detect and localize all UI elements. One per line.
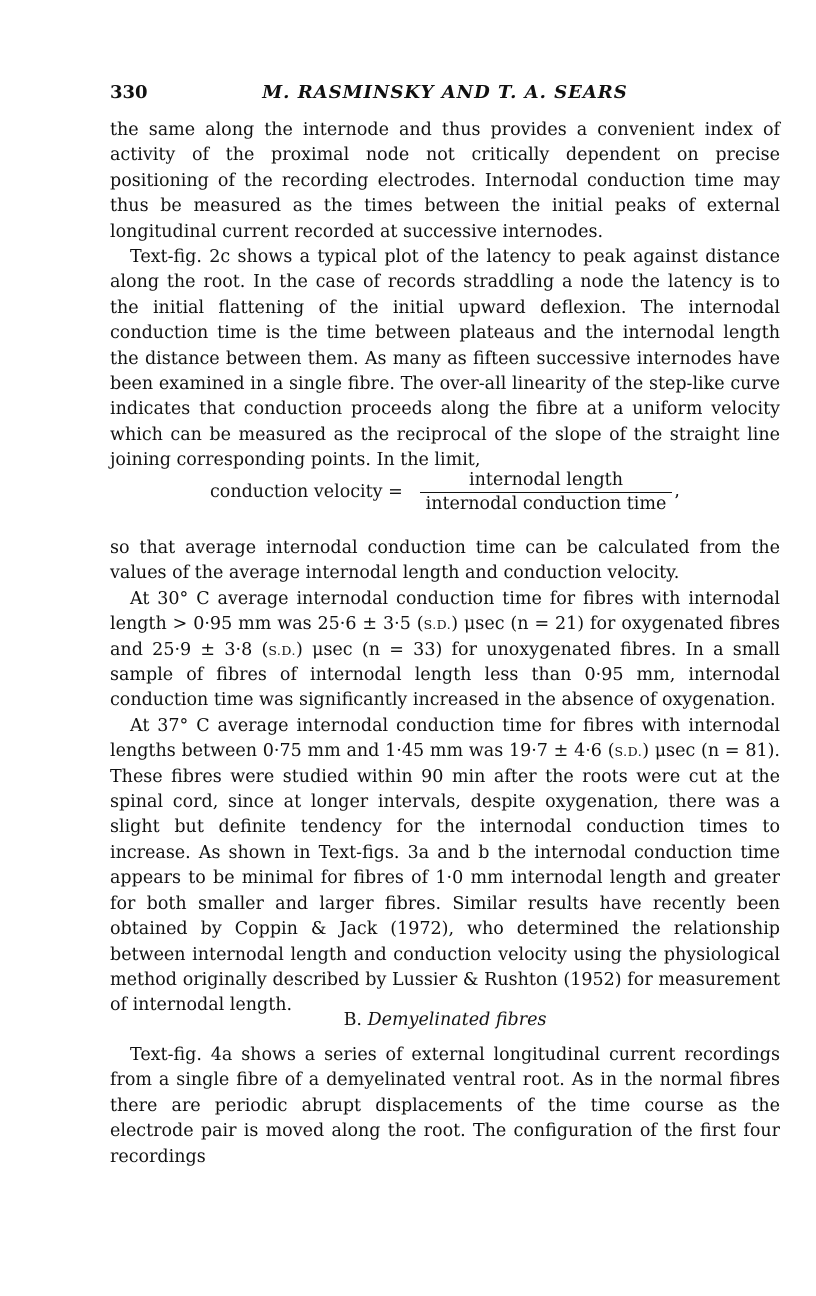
paragraph-37c <box>110 714 780 1019</box>
text-run: ) μsec (n = 33) for unoxygenated fibres. In a small sample of fibres of internodal length less than 0·95 mm, internodal conduction time was significantly increased in the absence of oxygenation. <box>110 639 780 711</box>
equation-denominator: internodal conduction time <box>425 494 667 514</box>
running-head: M. RASMINSKY AND T. A. SEARS <box>262 82 628 103</box>
text-run: ) μsec (n = 21) for oxygenated fibres and 25·9 ± 3·8 ( <box>110 614 780 660</box>
sd-abbrev: S.D. <box>423 617 452 633</box>
equation-lhs: conduction velocity = <box>210 482 403 502</box>
equation-numerator: internodal length <box>469 470 623 490</box>
section-title: Demyelinated fibres <box>367 1010 547 1030</box>
sd-abbrev: S.D. <box>268 642 296 658</box>
text-block-3 <box>110 1043 780 1170</box>
paragraph-average-time: so that average internodal conduction time can be calculated from the values of the average internodal length and conduction velocity. <box>110 538 780 584</box>
paragraph-continuation: the same along the internode and thus provides a convenient index of activity of the proximal node not critically dependent on precise positioning of the recording electrodes. Internodal conduction time may thus be measured as the times between the initial peaks of external longitudinal current recorded at successive internodes. <box>110 120 780 242</box>
text-run: At 37° C average internodal conduction time for fibres with internodal lengths between 0·75 mm and 1·45 mm was 19·7 ± 4·6 ( <box>110 715 780 762</box>
text-run: At 30° C average internodal conduction time for fibres with internodal length > 0·95 mm was 25·6 ± 3·5 ( <box>110 588 780 635</box>
equation-comma: ’ <box>674 492 680 512</box>
paragraph-30c <box>110 587 780 714</box>
paragraph-latency-plot: Text-fig. 2c shows a typical plot of the latency to peak against distance along the root. In the case of records straddling a node the latency is to the initial flattening of the initial upward deflexion. The internodal conduction time is the time between plateaus and the internodal length the distance between them. As many as fifteen successive internodes have been examined in a single fibre. The over-all linearity of the step-like curve indicates that conduction proceeds along the fibre at a uniform velocity which can be measured as the reciprocal of the slope of the straight line joining corresponding points. In the limit, <box>110 247 780 471</box>
text-block-2 <box>110 536 780 1019</box>
paragraph-demyelinated: Text-fig. 4a shows a series of external longitudinal current recordings from a single fibre of a demyelinated ventral root. As in the normal fibres there are periodic abrupt displacements of the time course as the electrode pair is moved along the root. The configuration of the first four recordings <box>110 1045 780 1167</box>
text-block-1 <box>110 118 780 474</box>
velocity-equation <box>110 470 780 520</box>
text-run: ) μsec (n = 81). These fibres were studied within 90 min after the roots were cut at the spinal cord, since at longer intervals, despite oxygenation, there was a slight but definite tendency for the internodal conduction times to increase. As shown in Text-figs. 3a and b the internodal conduction time appears to be minimal for fibres of 1·0 mm internodal length and greater for both smaller and larger fibres. Similar results have recently been obtained by Coppin & Jack (1972), who determined the relationship between internodal length and conduction velocity using the physiological method originally described by Lussier & Rushton (1952) for measurement of internodal length. <box>110 741 780 1016</box>
section-label: B. <box>343 1010 362 1030</box>
page-header <box>110 82 780 112</box>
equation-fraction <box>420 470 672 514</box>
sd-abbrev: S.D. <box>614 744 643 760</box>
section-heading <box>110 1010 780 1030</box>
page-number: 330 <box>110 82 148 103</box>
